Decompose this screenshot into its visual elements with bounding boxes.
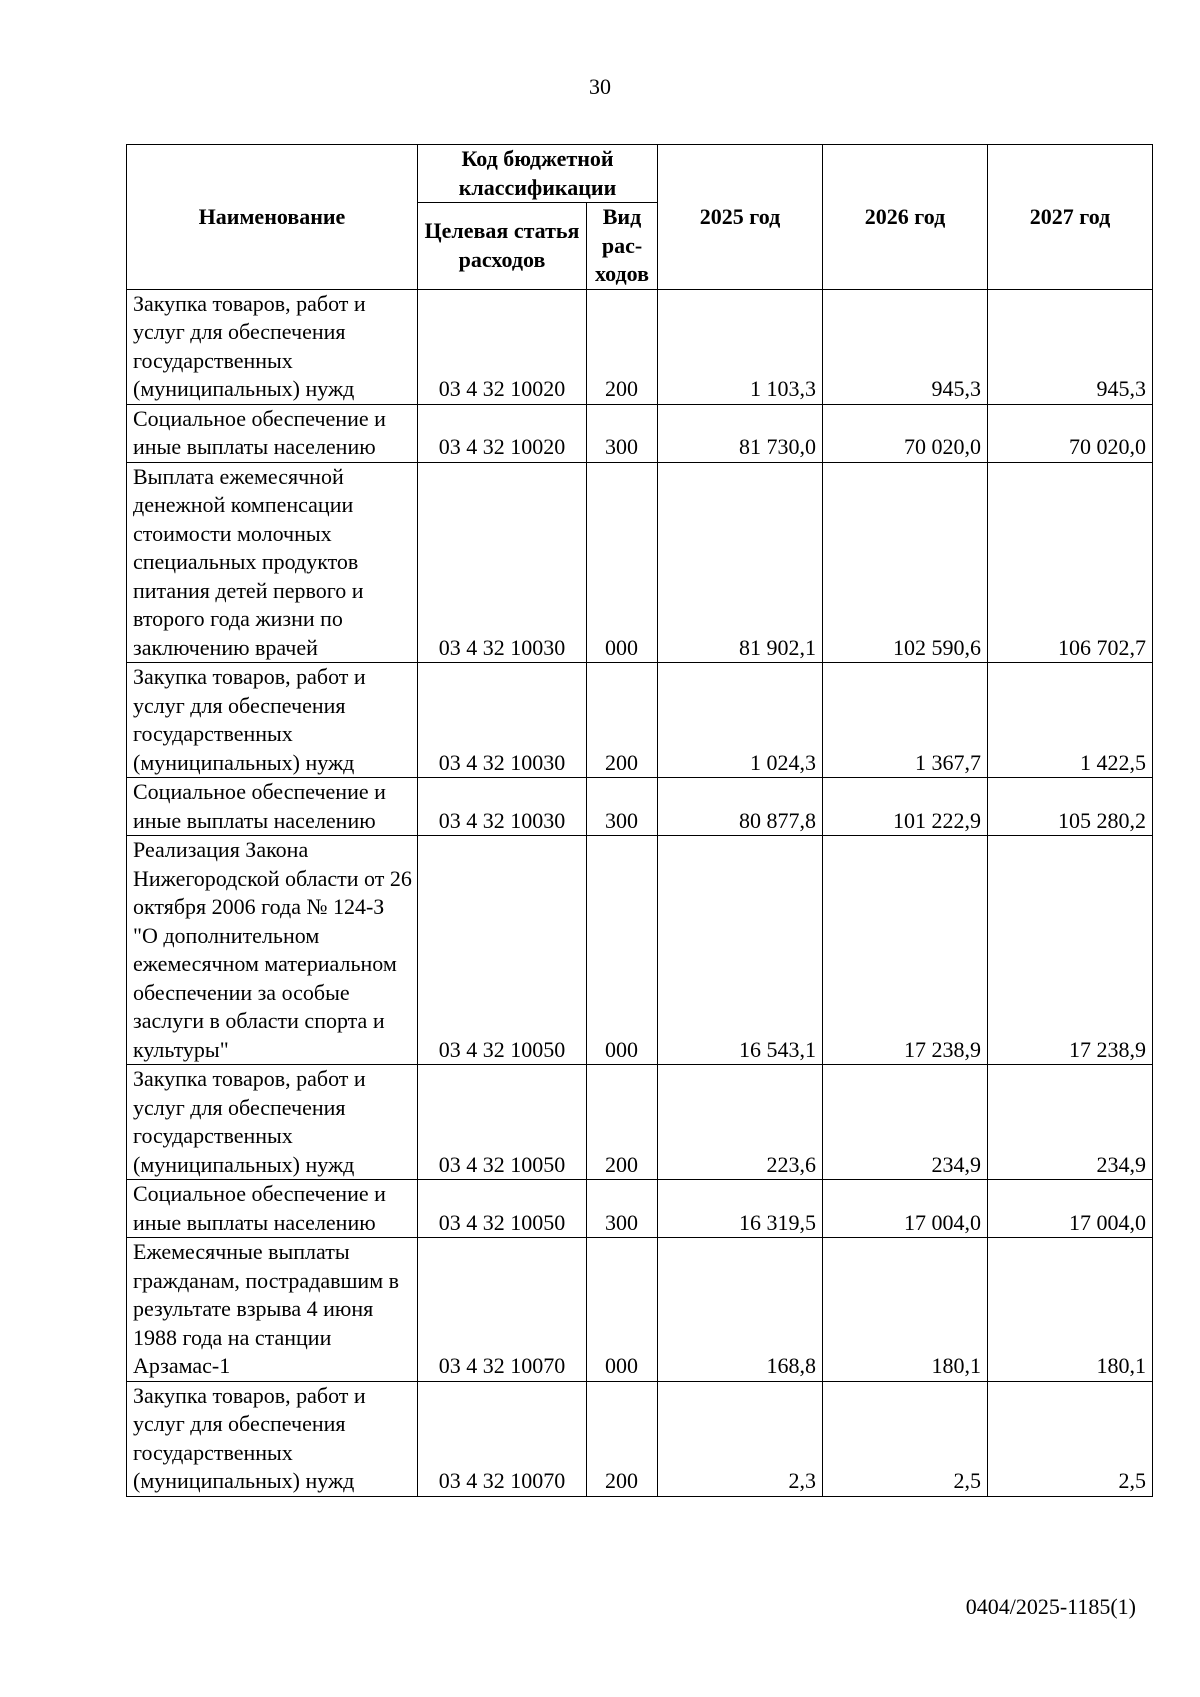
row-expense-kind: 000 bbox=[587, 1238, 658, 1382]
header-target-article: Целевая статья расходов bbox=[418, 203, 587, 290]
row-expense-kind: 000 bbox=[587, 462, 658, 663]
row-value-2027: 1 422,5 bbox=[988, 663, 1153, 778]
page-number: 30 bbox=[589, 74, 611, 99]
row-value-2026: 17 238,9 bbox=[823, 836, 988, 1065]
row-value-2025: 16 543,1 bbox=[658, 836, 823, 1065]
row-value-2027: 17 004,0 bbox=[988, 1180, 1153, 1238]
row-name: Ежемесячные выплаты гражданам, пострадавшим в результате взрыва 4 июня 1988 года на станции Арзамас-1 bbox=[127, 1238, 418, 1382]
row-name: Закупка товаров, работ и услуг для обеспечения государственных (муниципальных) нужд bbox=[127, 289, 418, 404]
row-value-2027: 70 020,0 bbox=[988, 404, 1153, 462]
row-expense-kind: 200 bbox=[587, 663, 658, 778]
row-value-2026: 180,1 bbox=[823, 1238, 988, 1382]
document-code: 0404/2025-1185(1) bbox=[965, 1594, 1136, 1619]
row-value-2026: 101 222,9 bbox=[823, 778, 988, 836]
header-2026: 2026 год bbox=[823, 145, 988, 290]
row-target-code: 03 4 32 10070 bbox=[418, 1238, 587, 1382]
row-expense-kind: 000 bbox=[587, 836, 658, 1065]
row-expense-kind: 200 bbox=[587, 1065, 658, 1180]
row-value-2027: 180,1 bbox=[988, 1238, 1153, 1382]
row-name: Выплата ежемесячной денежной компенсации стоимости молочных специальных продуктов питания детей первого и второго года жизни по заключению врачей bbox=[127, 462, 418, 663]
row-value-2025: 16 319,5 bbox=[658, 1180, 823, 1238]
table-row bbox=[127, 462, 1153, 663]
row-value-2025: 1 103,3 bbox=[658, 289, 823, 404]
row-name: Социальное обеспечение и иные выплаты населению bbox=[127, 778, 418, 836]
row-target-code: 03 4 32 10050 bbox=[418, 1180, 587, 1238]
row-expense-kind: 300 bbox=[587, 1180, 658, 1238]
row-value-2025: 1 024,3 bbox=[658, 663, 823, 778]
table-row bbox=[127, 1238, 1153, 1382]
row-value-2027: 945,3 bbox=[988, 289, 1153, 404]
header-code-group: Код бюджетной классификации bbox=[418, 145, 658, 203]
row-value-2025: 80 877,8 bbox=[658, 778, 823, 836]
table-row bbox=[127, 836, 1153, 1065]
row-expense-kind: 200 bbox=[587, 1381, 658, 1496]
row-value-2026: 945,3 bbox=[823, 289, 988, 404]
budget-table-container bbox=[126, 144, 1153, 1497]
row-value-2025: 81 730,0 bbox=[658, 404, 823, 462]
row-target-code: 03 4 32 10030 bbox=[418, 663, 587, 778]
row-name: Закупка товаров, работ и услуг для обеспечения государственных (муниципальных) нужд bbox=[127, 1065, 418, 1180]
row-value-2026: 102 590,6 bbox=[823, 462, 988, 663]
row-expense-kind: 300 bbox=[587, 404, 658, 462]
table-row bbox=[127, 1065, 1153, 1180]
row-target-code: 03 4 32 10050 bbox=[418, 836, 587, 1065]
row-value-2026: 1 367,7 bbox=[823, 663, 988, 778]
row-value-2025: 2,3 bbox=[658, 1381, 823, 1496]
budget-table bbox=[126, 144, 1153, 1497]
row-value-2027: 106 702,7 bbox=[988, 462, 1153, 663]
table-row bbox=[127, 404, 1153, 462]
row-name: Реализация Закона Нижегородской области от 26 октября 2006 года № 124-З "О дополнительном ежемесячном материальном обеспечении за особые заслуги в области спорта и культуры" bbox=[127, 836, 418, 1065]
header-2025: 2025 год bbox=[658, 145, 823, 290]
table-body bbox=[127, 289, 1153, 1496]
row-target-code: 03 4 32 10020 bbox=[418, 289, 587, 404]
row-name: Закупка товаров, работ и услуг для обеспечения государственных (муниципальных) нужд bbox=[127, 663, 418, 778]
row-value-2026: 70 020,0 bbox=[823, 404, 988, 462]
table-row bbox=[127, 289, 1153, 404]
header-row-1 bbox=[127, 145, 1153, 203]
row-target-code: 03 4 32 10030 bbox=[418, 778, 587, 836]
row-value-2027: 17 238,9 bbox=[988, 836, 1153, 1065]
table-row bbox=[127, 778, 1153, 836]
row-value-2025: 168,8 bbox=[658, 1238, 823, 1382]
row-value-2026: 234,9 bbox=[823, 1065, 988, 1180]
row-target-code: 03 4 32 10020 bbox=[418, 404, 587, 462]
row-value-2027: 105 280,2 bbox=[988, 778, 1153, 836]
row-target-code: 03 4 32 10070 bbox=[418, 1381, 587, 1496]
row-target-code: 03 4 32 10030 bbox=[418, 462, 587, 663]
row-name: Социальное обеспечение и иные выплаты населению bbox=[127, 404, 418, 462]
table-row bbox=[127, 1180, 1153, 1238]
row-expense-kind: 300 bbox=[587, 778, 658, 836]
header-name: Наименование bbox=[127, 145, 418, 290]
row-value-2025: 81 902,1 bbox=[658, 462, 823, 663]
header-2027: 2027 год bbox=[988, 145, 1153, 290]
table-row bbox=[127, 663, 1153, 778]
row-target-code: 03 4 32 10050 bbox=[418, 1065, 587, 1180]
row-value-2027: 2,5 bbox=[988, 1381, 1153, 1496]
row-value-2027: 234,9 bbox=[988, 1065, 1153, 1180]
row-value-2025: 223,6 bbox=[658, 1065, 823, 1180]
row-name: Закупка товаров, работ и услуг для обеспечения государственных (муниципальных) нужд bbox=[127, 1381, 418, 1496]
header-expense-kind: Вид рас-ходов bbox=[587, 203, 658, 290]
table-row bbox=[127, 1381, 1153, 1496]
row-expense-kind: 200 bbox=[587, 289, 658, 404]
row-value-2026: 17 004,0 bbox=[823, 1180, 988, 1238]
row-value-2026: 2,5 bbox=[823, 1381, 988, 1496]
row-name: Социальное обеспечение и иные выплаты населению bbox=[127, 1180, 418, 1238]
